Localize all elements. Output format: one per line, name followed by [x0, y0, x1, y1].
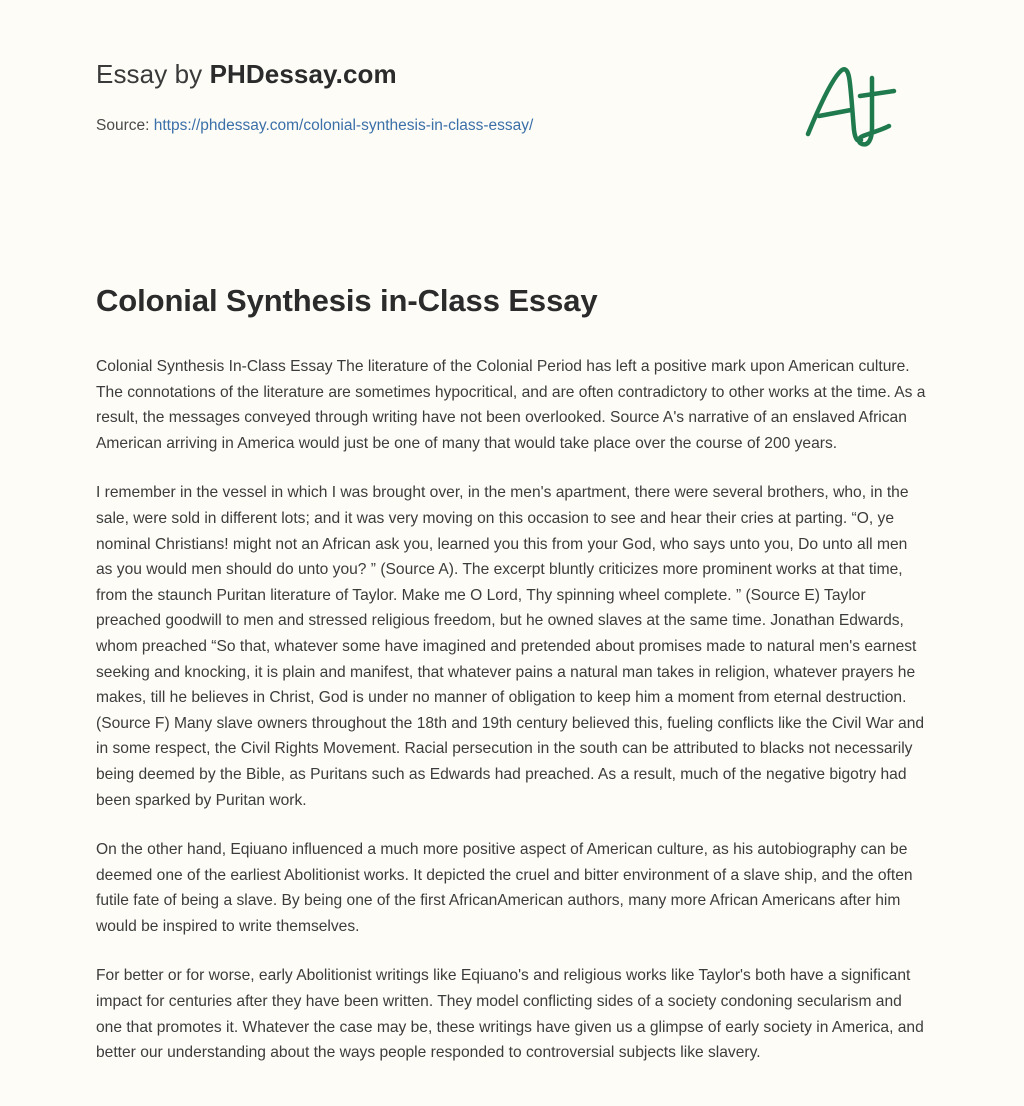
article-body [96, 354, 928, 1066]
brand-name: PHDessay.com [209, 59, 397, 89]
brand-prefix: Essay by [96, 59, 210, 89]
page-header [96, 58, 928, 178]
paragraph: For better or for worse, early Abolitionist writings like Eqiuano's and religious works like Taylor's both have a significant impact for centuries after they have been written. They model conflicting sides of a society condoning secularism and one that promotes it. Whatever the case may be, these writings have given us a glimpse of early society in America, and better our understanding about the ways people responded to controversial subjects like slavery. [96, 967, 924, 1062]
a-plus-logo-icon [794, 56, 914, 166]
source-url-link[interactable]: https://phdessay.com/colonial-synthesis-in-class-essay/ [153, 117, 534, 134]
paragraph: On the other hand, Eqiuano influenced a much more positive aspect of American culture, as his autobiography can be deemed one of the earliest Abolitionist works. It depicted the cruel and bitter environment of a slave ship, and the often futile fate of being a slave. By being one of the first AfricanAmerican authors, many more African Americans after him would be inspired to write themselves. [96, 841, 913, 935]
page-title: Colonial Synthesis in-Class Essay [96, 283, 598, 318]
paragraph: Colonial Synthesis In-Class Essay The literature of the Colonial Period has left a positive mark upon American culture. The connotations of the literature are sometimes hypocritical, and are often contradictory to other works at the time. As a result, the messages conveyed through writing have not been overlooked. Source A's narrative of an enslaved African American arriving in America would just be one of many that would take place over the course of 200 years. [96, 358, 926, 452]
paragraph: I remember in the vessel in which I was brought over, in the men's apartment, there were several brothers, who, in the sale, were sold in different lots; and it was very moving on this occasion to see and hear their cries at parting. “O, ye nominal Christians! might not an African ask you, learned you this from your God, who says unto you, Do unto all men as you would men should do unto you? ” (Source A). The excerpt bluntly criticizes more prominent works at that time, from the staunch Puritan literature of Taylor. Make me O Lord, Thy spinning wheel complete. ” (Source E) Taylor preached goodwill to men and stressed religious freedom, but he owned slaves at the same time. Jonathan Edwards, whom preached “So that, whatever some have imagined and pretended about promises made to natural men's earnest seeking and knocking, it is plain and manifest, that whatever pains a natural man takes in religion, whatever prayers he makes, till he believes in Christ, God is under no manner of obligation to keep him a moment from eternal destruction. (Source F) Many slave owners throughout the 18th and 19th century believed this, fueling conflicts like the Civil War and in some respect, the Civil Rights Movement. Racial persecution in the south can be attributed to blacks not necessarily being deemed by the Bible, as Puritans such as Edwards had preached. As a result, much of the negative bigotry had been sparked by Puritan work. [96, 484, 925, 809]
source-label: Source: [96, 117, 154, 134]
